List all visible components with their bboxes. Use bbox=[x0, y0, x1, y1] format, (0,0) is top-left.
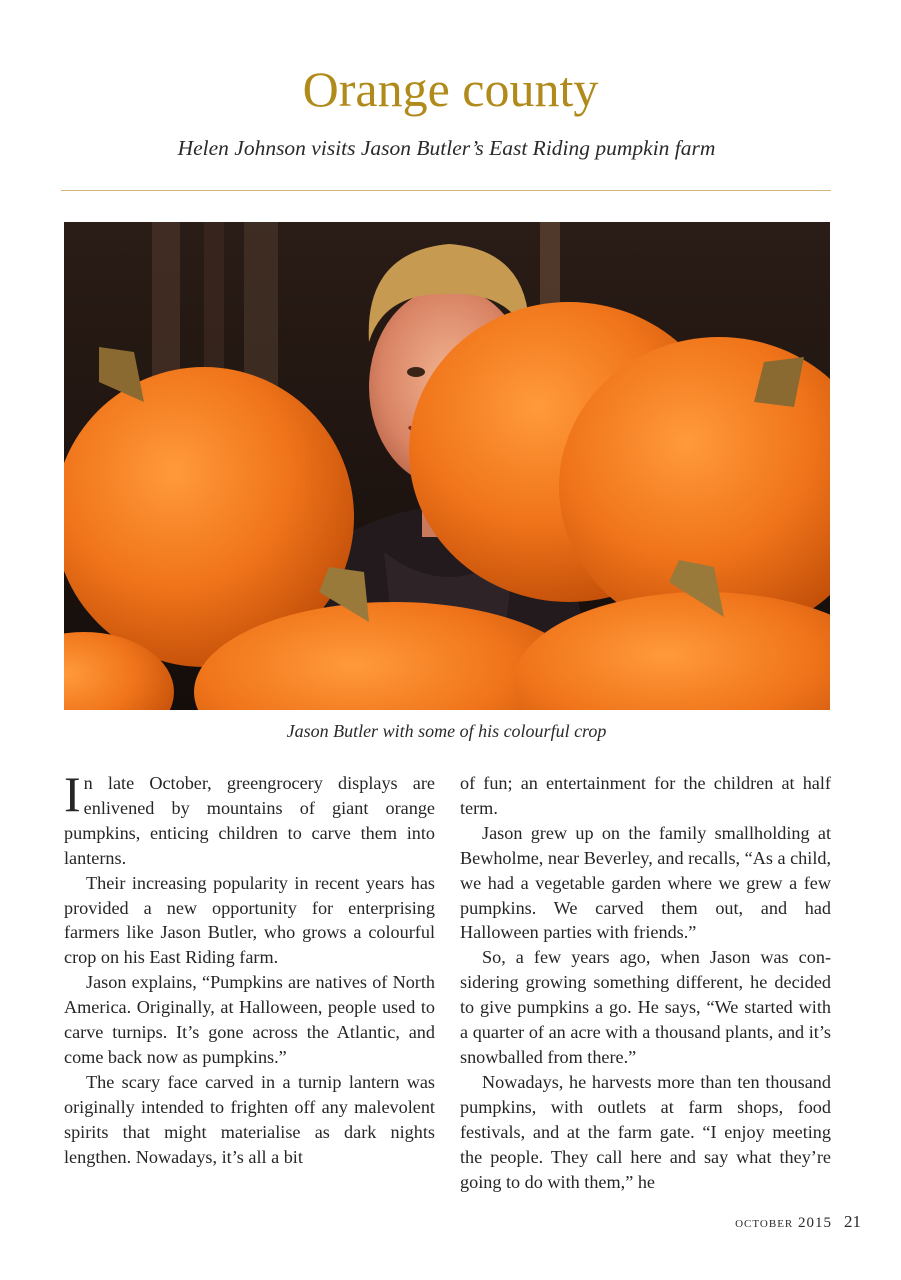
paragraph-intro-text: n late October, greengrocery displays are enlivened by mountains of giant orange pumpkins, enticing children to carve them into lanterns. bbox=[64, 773, 435, 868]
photo-caption: Jason Butler with some of his colourful crop bbox=[286, 721, 607, 741]
paragraph-intro bbox=[64, 766, 435, 871]
paragraph-continued: of fun; an entertainment for the children at half term. bbox=[460, 773, 831, 818]
left-column bbox=[64, 766, 435, 1170]
paragraph-beginnings: So, a few years ago, when Jason was considering growing something different, he decided to give pumpkins a go. He says, “We started with a quarter of an acre with a thousand plants, and it’s snowballed from there.” bbox=[460, 947, 831, 1067]
issue-date: october 2015 bbox=[735, 1215, 832, 1231]
page-footer bbox=[735, 1212, 861, 1232]
paragraph-popularity: Their increasing popularity in recent years has provided a new opportunity for enterprising farmers like Jason Butler, who grows a colourful crop on his East Riding farm. bbox=[64, 872, 435, 968]
article-photo bbox=[64, 222, 830, 710]
paragraph-turnip-lantern: The scary face carved in a turnip lantern was originally intended to frighten off any malevolent spirits that might materialise as dark nights lengthen. Nowadays, it’s all a bit bbox=[64, 1071, 435, 1167]
paragraph-natives: Jason explains, “Pumpkins are natives of North America. Originally, at Halloween, people used to carve turnips. It’s gone across the Atlantic, and come back now as pumpkins.” bbox=[64, 972, 435, 1067]
article-title: Orange county bbox=[302, 61, 599, 117]
paragraph-harvest: Nowadays, he harvests more than ten thousand pumpkins, with outlets at farm shops, food festivals, and at the farm gate. “I enjoy meeting the people. They call here and say what they’re going to do with them,” he bbox=[460, 1071, 831, 1192]
article-subtitle: Helen Johnson visits Jason Butler’s East Riding pumpkin farm bbox=[177, 136, 716, 160]
page-number: 21 bbox=[844, 1212, 861, 1231]
title-divider bbox=[61, 190, 831, 191]
drop-cap: I bbox=[64, 766, 81, 822]
paragraph-childhood: Jason grew up on the family smallholding at Bewholme, near Beverley, and recalls, “As a child, we had a vegetable garden where we grew a few pumpkins. We carved them out, and had Halloween parties with friends.” bbox=[460, 822, 832, 943]
right-column bbox=[460, 771, 831, 1194]
